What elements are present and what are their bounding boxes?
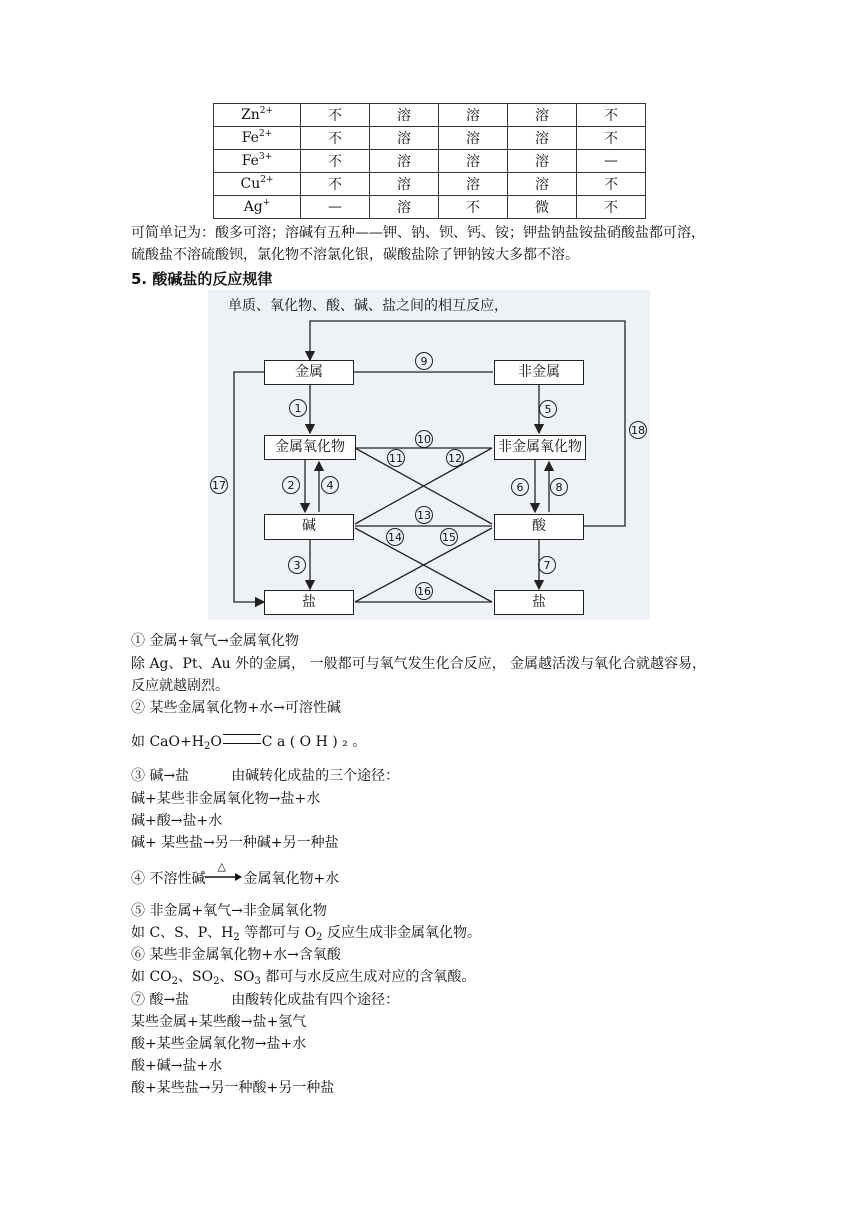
table-cell: — [301,196,370,219]
line-10: ④ 不溶性碱 △ 金属氧化物+水 [131,860,340,887]
num-8: 8 [550,478,568,496]
table-cell: 溶 [439,104,508,127]
table-cell: 溶 [370,150,439,173]
table-cell: 溶 [370,104,439,127]
ion-cell: $Zn^{2+}$ [214,104,301,127]
box-nonmetal: 非金属 [494,360,584,385]
num-10: 10 [415,430,433,448]
table-cell: 不 [577,104,646,127]
num-2: 2 [282,476,300,494]
line-9: 碱+ 某些盐→另一种碱+另一种盐 [131,835,339,851]
line-13: ⑥ 某些非金属氧化物+水→含氧酸 [131,947,341,963]
table-cell: 微 [508,196,577,219]
table-cell: 不 [577,196,646,219]
line-2: 除 Ag、Pt、Au 外的金属， 一般都可与氧气发生化合反应， 金属越活泼与氧化合就越容易， [131,656,707,672]
line-6: ③ 碱→盐 由碱转化成盐的三个途径： [131,768,400,784]
memo-line-2: 硫酸盐不溶硫酸钡，氯化物不溶氯化银，碳酸盐除了钾钠铵大多都不溶。 [131,247,579,263]
table-row [214,104,646,127]
ion-cell: Ag+ [214,196,301,219]
line-15: ⑦ 酸→盐 由酸转化成盐有四个途径： [131,992,400,1008]
table-row [214,173,646,196]
table-row [214,150,646,173]
diagram-title: 单质、氧化物、酸、碱、盐之间的相互反应， [228,298,508,314]
num-14: 14 [386,528,404,546]
num-3: 3 [288,556,306,574]
table-cell: 不 [577,173,646,196]
ion-cell: $Fe^{3+}$ [214,150,301,173]
solubility-table [213,103,646,219]
line-16: 某些金属+某些酸→盐+氢气 [131,1014,307,1030]
table-cell: 不 [439,196,508,219]
table-cell: 不 [301,127,370,150]
table-cell: 溶 [439,127,508,150]
num-13: 13 [415,506,433,524]
box-acid: 酸 [494,514,584,540]
heat-arrow: △ [205,870,243,888]
table-cell: — [577,150,646,173]
table-cell: 溶 [370,196,439,219]
section-heading: 5. 酸碱盐的反应规律 [131,270,273,288]
table-row [214,196,646,219]
table-cell: 溶 [439,173,508,196]
equals-double-line [223,734,261,744]
table-cell: 溶 [370,173,439,196]
num-5: 5 [539,400,557,418]
table-cell: 溶 [508,127,577,150]
num-6: 6 [511,478,529,496]
line-14: 如 $CO_2$、$SO_2$、$SO_3$ 都可与水反应生成对应的含氧酸。 [131,969,476,987]
line-3: 反应就越剧烈。 [131,678,229,694]
table-cell: 溶 [508,150,577,173]
box-nonmetal-oxide: 非金属氧化物 [494,435,586,460]
num-1: 1 [289,399,307,417]
box-salt-right: 盐 [494,590,584,615]
num-4: 4 [321,476,339,494]
table-cell: 溶 [508,104,577,127]
line-17: 酸+某些金属氧化物→盐+水 [131,1036,307,1052]
line-8: 碱+酸→盐+水 [131,813,223,829]
num-12: 12 [446,449,464,467]
line-19: 酸+某些盐→另一种酸+另一种盐 [131,1080,335,1096]
box-base: 碱 [264,514,354,540]
table-cell: 不 [301,173,370,196]
table-cell: 不 [301,150,370,173]
line-18: 酸+碱→盐+水 [131,1058,223,1074]
num-17: 17 [210,476,228,494]
line-11: ⑤ 非金属+氧气→非金属氧化物 [131,903,327,919]
line-7: 碱+某些非金属氧化物→盐+水 [131,791,321,807]
reaction-diagram [208,290,650,620]
ion-cell: $Cu^{2+}$ [214,173,301,196]
num-15: 15 [440,528,458,546]
num-16: 16 [415,582,433,600]
num-18: 18 [629,421,647,439]
box-metal-oxide: 金属氧化物 [264,435,356,460]
arrow-17 [234,372,264,602]
line-1: ① 金属+氧气→金属氧化物 [131,633,299,649]
num-9: 9 [415,352,433,370]
table-cell: 不 [301,104,370,127]
line-12: 如 C、S、P、$H_2$ 等都可与 $O_2$ 反应生成非金属氧化物。 [131,925,481,943]
num-7: 7 [538,556,556,574]
table-cell: 溶 [508,173,577,196]
ion-cell: $Fe^{2+}$ [214,127,301,150]
box-salt-left: 盐 [264,590,354,615]
arrow-18 [310,321,625,526]
box-metal: 金属 [264,360,354,385]
memo-line-1: 可简单记为：酸多可溶；溶碱有五种——钾、钠、钡、钙、铵；钾盐钠盐铵盐硝酸盐都可溶， [131,225,705,241]
table-cell: 溶 [370,127,439,150]
table-cell: 不 [577,127,646,150]
table-row [214,127,646,150]
num-11: 11 [387,449,405,467]
line-4: ② 某些金属氧化物+水→可溶性碱 [131,700,341,716]
table-cell: 溶 [439,150,508,173]
line-5: 如 $CaO+H_2O$ C a ( O H ) ₂ 。 [131,734,367,752]
